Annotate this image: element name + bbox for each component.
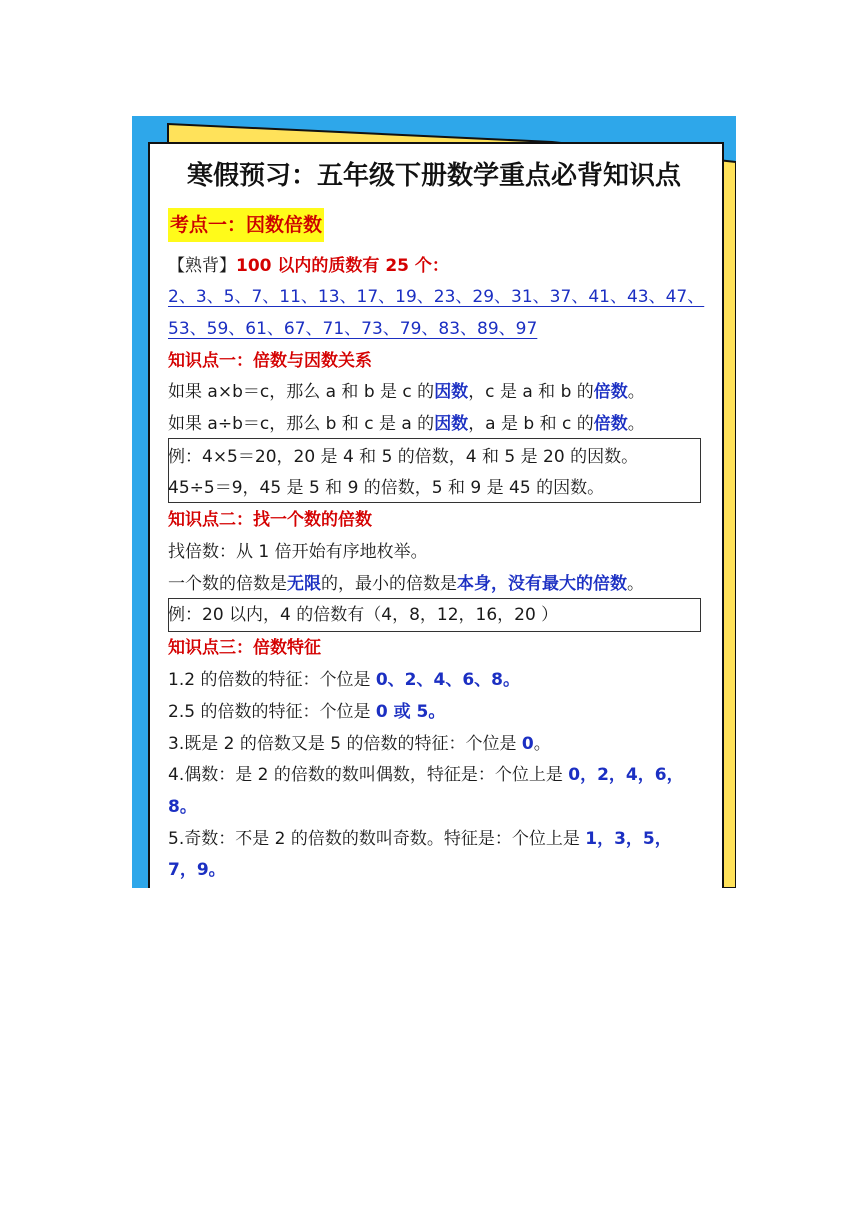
example-1-line-2: 45÷5＝9，45 是 5 和 9 的倍数，5 和 9 是 45 的因数。: [168, 478, 605, 498]
knowledge-3-heading: 知识点三：倍数特征: [168, 638, 321, 658]
keyword: 因数: [434, 414, 469, 434]
text: 如果 a×b＝c，那么 a 和 b 是 c 的: [168, 382, 435, 402]
primes-heading: 100 以内的质数有 25 个：: [236, 256, 449, 276]
text: 。: [627, 414, 645, 434]
memorize-tag: 【熟背】: [168, 256, 236, 276]
topic-heading: 考点一：因数倍数: [168, 208, 324, 242]
text: 5.奇数：不是 2 的倍数的数叫奇数。特征是：个位上是: [168, 829, 586, 849]
keyword: 0 或 5。: [375, 702, 446, 722]
keyword: 0: [521, 734, 534, 754]
text: 4.偶数：是 2 的倍数的数叫偶数，特征是：个位上是: [168, 765, 569, 785]
knowledge-3-line-4-cont: 8。: [168, 797, 197, 817]
keyword: 没有最大的倍数: [508, 574, 627, 594]
knowledge-2-heading: 知识点二：找一个数的倍数: [168, 510, 372, 530]
example-2-line: 例：20 以内，4 的倍数有（4，8，12，16，20 ）: [168, 605, 559, 625]
keyword: 倍数: [593, 382, 628, 402]
knowledge-1-line-1: [168, 381, 645, 403]
primes-line-1: 2、3、5、7、11、13、17、19、23、29、31、37、41、43、47、: [168, 287, 705, 307]
text: 3.既是 2 的倍数又是 5 的倍数的特征：个位是: [168, 734, 522, 754]
text: 1.2 的倍数的特征：个位是: [168, 670, 376, 690]
text: 。: [533, 734, 551, 754]
memorize-line: [168, 255, 449, 277]
example-1-line-1: 例：4×5＝20，20 是 4 和 5 的倍数，4 和 5 是 20 的因数。: [168, 447, 639, 467]
text: ，a 是 b 和 c 的: [468, 414, 594, 434]
text: 2.5 的倍数的特征：个位是: [168, 702, 376, 722]
knowledge-2-line-1: 找倍数：从 1 倍开始有序地枚举。: [168, 542, 428, 562]
text: ，c 是 a 和 b 的: [468, 382, 594, 402]
text: 。: [627, 382, 645, 402]
keyword: 无限: [287, 574, 321, 594]
knowledge-3-line-5-cont: 7，9。: [168, 860, 226, 880]
knowledge-3-line-3: [168, 733, 551, 755]
keyword: 0，2，4，6，: [568, 765, 684, 785]
primes-line-2: 53、59、61、67、71、73、79、83、89、97: [168, 319, 538, 339]
page-title: 寒假预习：五年级下册数学重点必背知识点: [186, 161, 681, 191]
keyword: 因数: [434, 382, 469, 402]
text: 一个数的倍数是: [168, 574, 287, 594]
keyword: 1，3，5，: [585, 829, 672, 849]
knowledge-3-line-4: [168, 764, 684, 786]
keyword: 倍数: [593, 414, 628, 434]
knowledge-3-line-1: [168, 669, 520, 691]
knowledge-2-line-2: [168, 573, 644, 595]
text: 。: [627, 574, 644, 594]
knowledge-3-line-2: [168, 701, 445, 723]
keyword: 本身: [457, 574, 491, 594]
text: 的，最小的倍数是: [321, 574, 457, 594]
knowledge-1-line-2: [168, 413, 645, 435]
keyword: ，: [491, 574, 508, 594]
text: 如果 a÷b＝c，那么 b 和 c 是 a 的: [168, 414, 435, 434]
knowledge-1-heading: 知识点一：倍数与因数关系: [168, 351, 372, 371]
keyword: 0、2、4、6、8。: [375, 670, 520, 690]
knowledge-3-line-5: [168, 828, 672, 850]
